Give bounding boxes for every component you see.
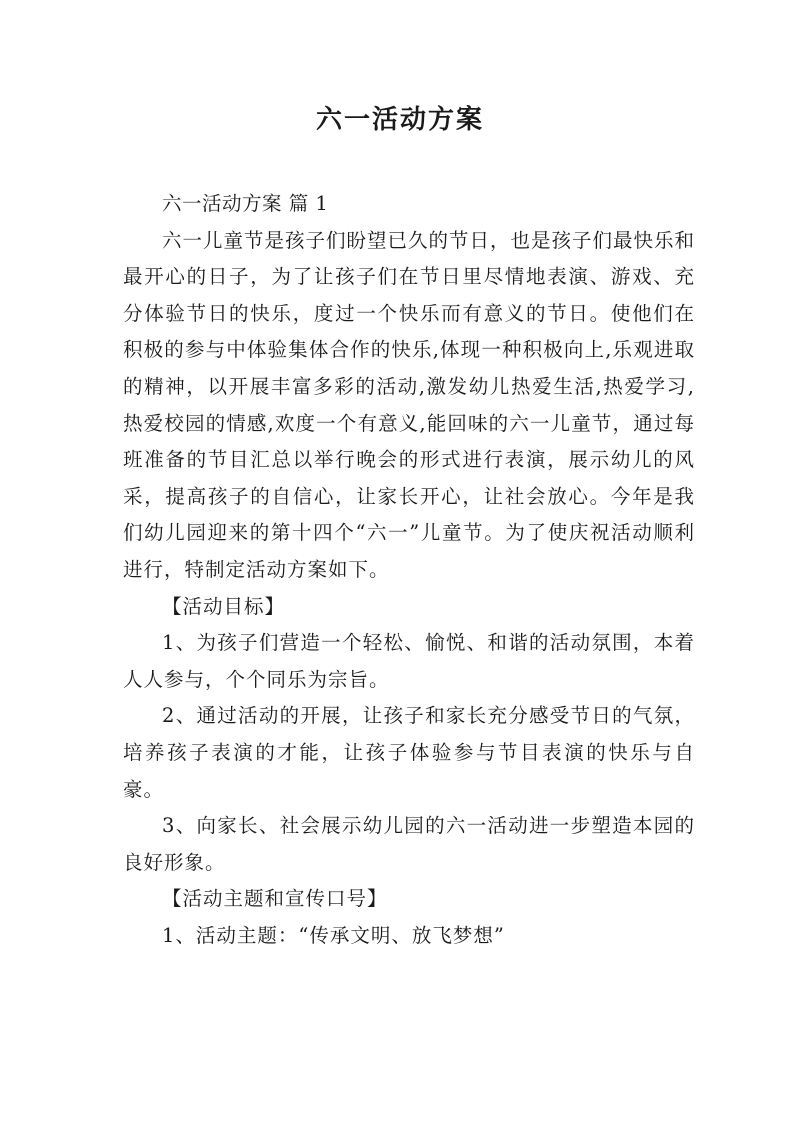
section-heading-theme: 【活动主题和宣传口号】 bbox=[162, 887, 388, 911]
document-title: 六一活动方案 bbox=[315, 105, 484, 135]
document-subtitle: 六一活动方案 篇 1 bbox=[162, 192, 329, 215]
goal-item-3: 3、向家长、社会展示幼儿园的六一活动进一步塑造本园的良好形象。 bbox=[123, 814, 695, 874]
document-body bbox=[123, 186, 695, 954]
goal-item-1: 1、为孩子们营造一个轻松、愉悦、和谐的活动氛围，本着人人参与，个个同乐为宗旨。 bbox=[123, 631, 695, 691]
section-heading-goals: 【活动目标】 bbox=[162, 594, 286, 618]
theme-item-1: 1、活动主题：“传承文明、放飞梦想” bbox=[162, 923, 505, 947]
intro-paragraph: 六一儿童节是孩子们盼望已久的节日，也是孩子们最快乐和最开心的日子，为了让孩子们在节日里尽情地表演、游戏、充分体验节日的快乐，度过一个快乐而有意义的节日。使他们在积极的参与中体验集体合作的快乐,体现一种积极向上,乐观进取的精神，以开展丰富多彩的活动,激发幼儿热爱生活,热爱学习,热爱校园的情感,欢度一个有意义,能回味的六一儿童节，通过每班准备的节目汇总以举行晚会的形式进行表演，展示幼儿的风采，提高孩子的自信心，让家长开心，让社会放心。今年是我们幼儿园迎来的第十四个“六一”儿童节。为了使庆祝活动顺利进行，特制定活动方案如下。 bbox=[123, 228, 696, 581]
goal-item-2: 2、通过活动的开展，让孩子和家长充分感受节日的气氛，培养孩子表演的才能，让孩子体验参与节目表演的快乐与自豪。 bbox=[123, 704, 695, 801]
